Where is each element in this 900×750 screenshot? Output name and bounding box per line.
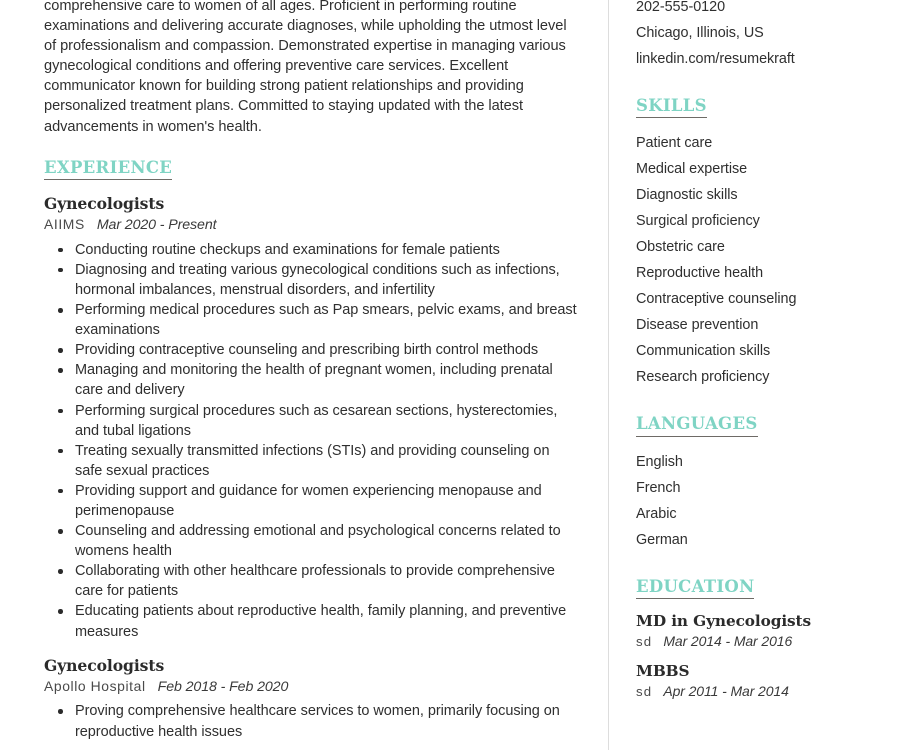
list-item: Managing and monitoring the health of pregnant women, including prenatal care and delivery [44, 360, 579, 400]
right-column [636, 0, 886, 699]
list-item: Counseling and addressing emotional and psychological concerns related to womens health [44, 521, 579, 561]
job-title: Gynecologists [44, 193, 165, 213]
list-item: Communication skills [636, 343, 771, 360]
job-dates: Mar 2020 - Present [96, 217, 217, 234]
education-section [636, 578, 886, 699]
languages-heading: LANGUAGES [636, 415, 758, 436]
list-item: Arabic [636, 505, 677, 522]
job-responsibilities [44, 240, 579, 642]
list-item: Conducting routine checkups and examinations for female patients [44, 240, 579, 260]
list-item: French [636, 479, 681, 496]
experience-entry [44, 194, 579, 642]
education-degree: MBBS [636, 661, 690, 680]
job-dates: Feb 2018 - Feb 2020 [157, 679, 289, 696]
list-item: Proving comprehensive healthcare services to women, primarily focusing on reproductive health issues [44, 701, 579, 741]
languages-section [636, 415, 886, 552]
experience-entry [44, 656, 579, 742]
list-item: Medical expertise [636, 161, 748, 178]
contact-linkedin[interactable]: linkedin.com/resumekraft [636, 51, 795, 67]
education-degree: MD in Gynecologists [636, 611, 812, 630]
list-item: Treating sexually transmitted infections (STIs) and providing counseling on safe sexual practices [44, 441, 579, 481]
list-item: Performing medical procedures such as Pap smears, pelvic exams, and breast examinations [44, 300, 579, 340]
education-entry [636, 662, 886, 699]
list-item: Surgical proficiency [636, 213, 760, 230]
education-entry [636, 612, 886, 649]
list-item: Providing support and guidance for women experiencing menopause and perimenopause [44, 481, 579, 521]
list-item: Contraceptive counseling [636, 291, 797, 308]
education-dates: Mar 2014 - Mar 2016 [663, 632, 793, 649]
job-meta [44, 215, 579, 235]
job-company: Apollo Hospital [44, 678, 146, 695]
education-meta [636, 633, 886, 649]
list-item: Patient care [636, 135, 713, 152]
list-item: English [636, 453, 683, 470]
column-divider [608, 0, 609, 750]
list-item: Reproductive health [636, 265, 764, 282]
education-school: sd [636, 633, 653, 649]
education-heading: EDUCATION [636, 578, 754, 599]
contact-block [636, 0, 886, 72]
languages-list [636, 449, 886, 553]
list-item: German [636, 531, 688, 548]
skills-heading: SKILLS [636, 97, 707, 118]
list-item: Collaborating with other healthcare professionals to provide comprehensive care for patients [44, 561, 579, 601]
contact-location: Chicago, Illinois, US [636, 25, 764, 41]
experience-section [44, 159, 579, 742]
left-column [44, 0, 579, 742]
list-item: Educating patients about reproductive health, family planning, and preventive measures [44, 601, 579, 641]
education-dates: Apr 2011 - Mar 2014 [663, 682, 789, 699]
education-meta [636, 683, 886, 699]
job-meta [44, 677, 579, 697]
list-item: Diagnostic skills [636, 187, 738, 204]
job-responsibilities [44, 701, 579, 741]
list-item: Performing surgical procedures such as cesarean sections, hysterectomies, and tubal ligations [44, 401, 579, 441]
contact-phone: 202-555-0120 [636, 0, 726, 15]
list-item: Research proficiency [636, 369, 770, 386]
list-item: Diagnosing and treating various gynecological conditions such as infections, hormonal imbalances, menstrual disorders, and infertility [44, 260, 579, 300]
skills-list [636, 130, 886, 390]
education-school: sd [636, 683, 653, 699]
professional-summary: comprehensive care to women of all ages. Proficient in performing routine examinations and delivering accurate diagnoses, while upholding the utmost level of professionalism and compassion. Demonstrated expertise in managing various gynecological conditions and offering preventive care services. Excellent communicator known for building strong patient relationships and providing personalized treatment plans. Committed to staying updated with the latest advancements in women's health. [44, 0, 567, 135]
list-item: Disease prevention [636, 317, 759, 334]
experience-heading: EXPERIENCE [44, 159, 172, 180]
list-item: Providing contraceptive counseling and prescribing birth control methods [44, 340, 579, 360]
job-company: AIIMS [44, 216, 85, 233]
skills-section [636, 97, 886, 390]
job-title: Gynecologists [44, 655, 165, 675]
list-item: Obstetric care [636, 239, 725, 256]
